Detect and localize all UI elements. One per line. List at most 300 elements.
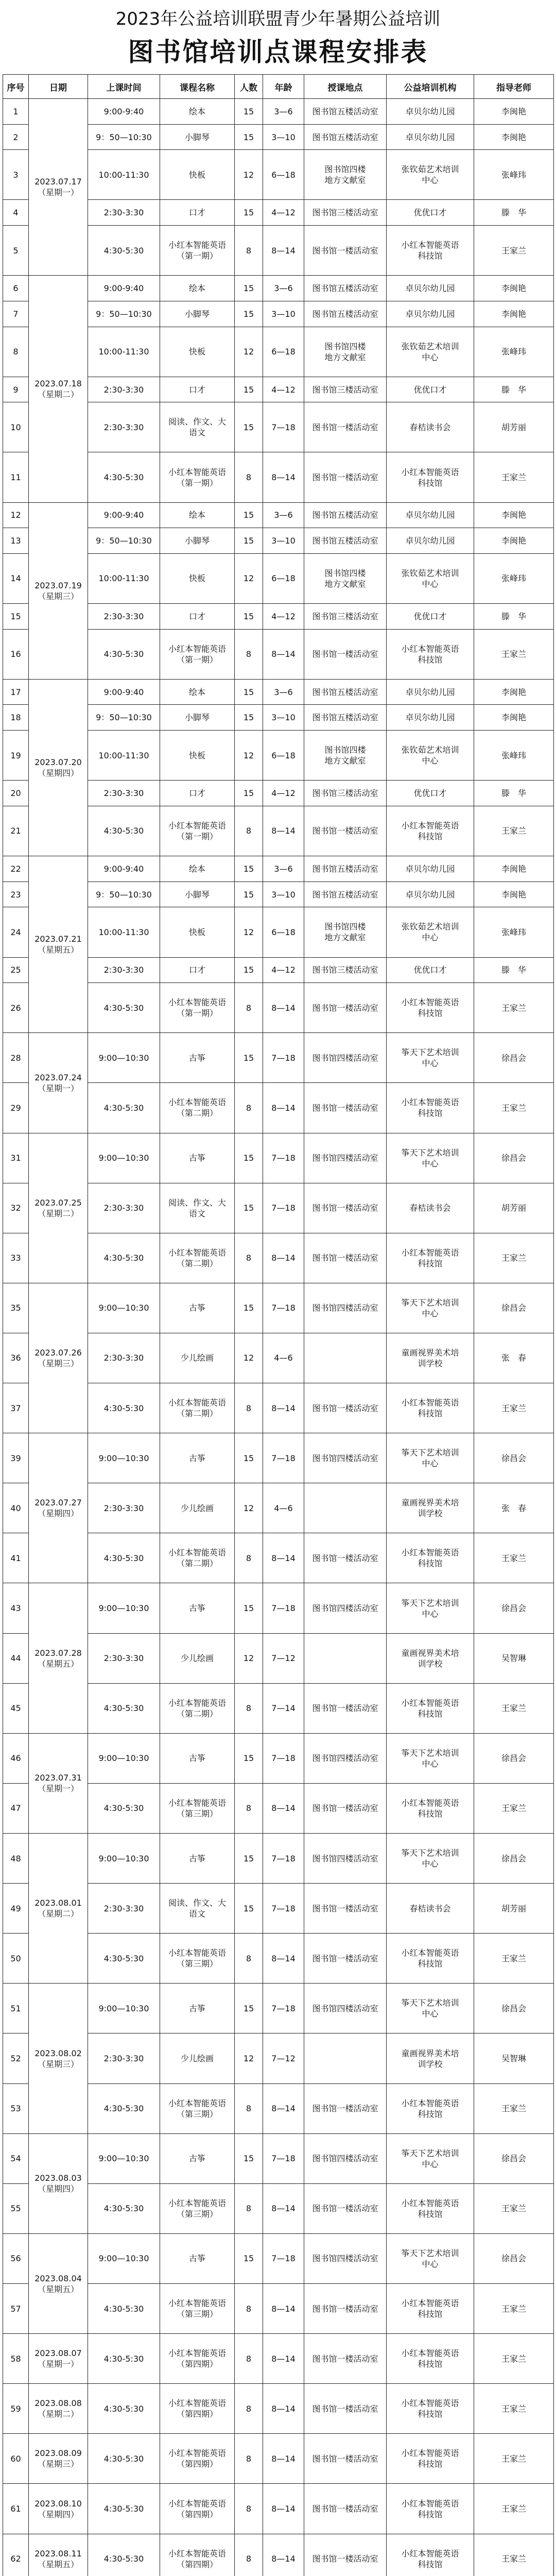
cell-count: 8 <box>235 2183 263 2233</box>
cell-no: 56 <box>3 2233 29 2283</box>
cell-course: 小红本智能英语 （第三期） <box>160 2083 235 2133</box>
cell-teacher: 王家兰 <box>474 983 554 1033</box>
cell-count: 8 <box>235 2083 263 2133</box>
cell-age: 4—12 <box>263 957 304 983</box>
cell-no: 44 <box>3 1633 29 1683</box>
cell-age: 4—6 <box>263 1333 304 1383</box>
cell-no: 4 <box>3 200 29 226</box>
cell-teacher: 李闽艳 <box>474 301 554 327</box>
cell-venue: 图书馆一楼活动室 <box>304 2534 387 2576</box>
cell-venue: 图书馆四楼活动室 <box>304 1283 387 1333</box>
cell-count: 8 <box>235 1233 263 1283</box>
cell-age: 7—14 <box>263 1683 304 1733</box>
cell-course: 绘本 <box>160 502 235 528</box>
cell-teacher: 王家兰 <box>474 1533 554 1583</box>
cell-org: 筝天下艺术培训 中心 <box>387 1834 474 1884</box>
cell-count: 15 <box>235 1183 263 1233</box>
cell-org: 卓贝尔幼儿园 <box>387 502 474 528</box>
cell-time: 4:30-5:30 <box>88 2434 160 2484</box>
cell-teacher: 滕 华 <box>474 781 554 806</box>
cell-org: 小红本智能英语 科技馆 <box>387 1934 474 1984</box>
cell-age: 3—6 <box>263 276 304 301</box>
cell-time: 2:30-3:30 <box>88 1884 160 1934</box>
cell-age: 7—12 <box>263 2033 304 2083</box>
table-row <box>3 1433 554 1483</box>
cell-time: 4:30-5:30 <box>88 2384 160 2434</box>
cell-venue: 图书馆五楼活动室 <box>304 679 387 705</box>
cell-count: 15 <box>235 2233 263 2283</box>
cell-org: 优优口才 <box>387 604 474 630</box>
cell-no: 50 <box>3 1934 29 1984</box>
cell-venue: 图书馆四楼活动室 <box>304 1834 387 1884</box>
cell-org: 小红本智能英语 科技馆 <box>387 1683 474 1733</box>
cell-no: 10 <box>3 402 29 452</box>
document-supertitle: 2023年公益培训联盟青少年暑期公益培训 <box>115 9 441 29</box>
cell-no: 45 <box>3 1683 29 1733</box>
cell-age: 7—18 <box>263 1834 304 1884</box>
cell-org: 卓贝尔幼儿园 <box>387 99 474 125</box>
cell-venue: 图书馆一楼活动室 <box>304 1383 387 1433</box>
cell-org: 优优口才 <box>387 957 474 983</box>
cell-venue: 图书馆四楼活动室 <box>304 1133 387 1183</box>
cell-course: 快板 <box>160 907 235 957</box>
cell-no: 9 <box>3 377 29 402</box>
cell-venue: 图书馆一楼活动室 <box>304 1183 387 1233</box>
cell-age: 7—18 <box>263 1283 304 1333</box>
cell-teacher: 徐昌会 <box>474 1984 554 2033</box>
cell-count: 8 <box>235 806 263 856</box>
cell-org: 优优口才 <box>387 781 474 806</box>
cell-no: 31 <box>3 1133 29 1183</box>
cell-time: 9:00—10:30 <box>88 1984 160 2033</box>
cell-no: 5 <box>3 226 29 276</box>
cell-org: 筝天下艺术培训 中心 <box>387 1283 474 1333</box>
cell-org: 张钦茹艺术培训 中心 <box>387 907 474 957</box>
cell-venue: 图书馆四楼活动室 <box>304 2233 387 2283</box>
cell-org: 张钦茹艺术培训 中心 <box>387 553 474 603</box>
cell-age: 3—6 <box>263 99 304 125</box>
cell-org: 小红本智能英语 科技馆 <box>387 452 474 502</box>
cell-count: 8 <box>235 629 263 679</box>
cell-no: 35 <box>3 1283 29 1333</box>
cell-teacher: 张 春 <box>474 1333 554 1383</box>
cell-venue: 图书馆四楼活动室 <box>304 1433 387 1483</box>
cell-teacher: 王家兰 <box>474 1683 554 1733</box>
cell-age: 4—12 <box>263 781 304 806</box>
cell-count: 15 <box>235 1433 263 1483</box>
cell-date: 2023.08.11 （星期五） <box>29 2534 88 2576</box>
cell-no: 61 <box>3 2484 29 2534</box>
cell-time: 9：50—10:30 <box>88 124 160 150</box>
cell-org: 筝天下艺术培训 中心 <box>387 1733 474 1783</box>
col-header-org: 公益培训机构 <box>387 75 474 99</box>
cell-age: 8—14 <box>263 2183 304 2233</box>
cell-teacher: 王家兰 <box>474 806 554 856</box>
table-header <box>3 75 554 99</box>
cell-venue: 图书馆一楼活动室 <box>304 2183 387 2233</box>
cell-count: 15 <box>235 781 263 806</box>
cell-org: 卓贝尔幼儿园 <box>387 856 474 882</box>
cell-time: 9:00—10:30 <box>88 2133 160 2183</box>
cell-no: 52 <box>3 2033 29 2083</box>
cell-time: 4:30-5:30 <box>88 452 160 502</box>
cell-no: 43 <box>3 1583 29 1633</box>
cell-course: 绘本 <box>160 856 235 882</box>
cell-venue: 图书馆四楼活动室 <box>304 1033 387 1083</box>
cell-course: 口才 <box>160 200 235 226</box>
cell-teacher: 李闽艳 <box>474 705 554 731</box>
cell-time: 4:30-5:30 <box>88 2484 160 2534</box>
cell-time: 9:00—10:30 <box>88 1733 160 1783</box>
cell-age: 8—14 <box>263 2334 304 2384</box>
cell-date: 2023.07.25 （星期二） <box>29 1133 88 1283</box>
cell-time: 4:30-5:30 <box>88 2334 160 2384</box>
table-row <box>3 1583 554 1633</box>
cell-count: 15 <box>235 276 263 301</box>
cell-teacher: 李闽艳 <box>474 124 554 150</box>
cell-time: 10:00-11:30 <box>88 553 160 603</box>
cell-no: 33 <box>3 1233 29 1283</box>
table-row <box>3 1834 554 1884</box>
cell-venue: 图书馆五楼活动室 <box>304 502 387 528</box>
cell-date: 2023.07.31 （星期一） <box>29 1733 88 1833</box>
cell-count: 12 <box>235 553 263 603</box>
cell-time: 4:30-5:30 <box>88 226 160 276</box>
cell-count: 12 <box>235 1333 263 1383</box>
cell-teacher: 滕 华 <box>474 200 554 226</box>
cell-age: 6—18 <box>263 327 304 377</box>
cell-count: 8 <box>235 1683 263 1733</box>
cell-date: 2023.08.04 （星期五） <box>29 2233 88 2333</box>
cell-no: 26 <box>3 983 29 1033</box>
cell-course: 少儿绘画 <box>160 2033 235 2083</box>
cell-age: 6—18 <box>263 731 304 781</box>
cell-time: 2:30-3:30 <box>88 200 160 226</box>
cell-venue: 图书馆一楼活动室 <box>304 226 387 276</box>
cell-time: 10:00-11:30 <box>88 907 160 957</box>
cell-time: 2:30-3:30 <box>88 957 160 983</box>
cell-no: 40 <box>3 1483 29 1533</box>
cell-venue: 图书馆五楼活动室 <box>304 528 387 554</box>
cell-course: 小红本智能英语 （第一期） <box>160 806 235 856</box>
cell-org: 优优口才 <box>387 377 474 402</box>
cell-age: 7—18 <box>263 1433 304 1483</box>
cell-age: 7—18 <box>263 1884 304 1934</box>
cell-no: 19 <box>3 731 29 781</box>
cell-teacher: 张峰玮 <box>474 731 554 781</box>
cell-teacher: 吴智琳 <box>474 1633 554 1683</box>
cell-count: 15 <box>235 402 263 452</box>
cell-count: 12 <box>235 327 263 377</box>
cell-time: 4:30-5:30 <box>88 629 160 679</box>
cell-org: 筝天下艺术培训 中心 <box>387 2133 474 2183</box>
cell-count: 15 <box>235 1283 263 1333</box>
cell-count: 8 <box>235 2534 263 2576</box>
cell-time: 9:00-9:40 <box>88 856 160 882</box>
cell-age: 6—18 <box>263 907 304 957</box>
cell-no: 51 <box>3 1984 29 2033</box>
cell-venue: 图书馆一楼活动室 <box>304 1783 387 1833</box>
table-row <box>3 1133 554 1183</box>
cell-no: 7 <box>3 301 29 327</box>
cell-venue: 图书馆四楼 地方文献室 <box>304 553 387 603</box>
cell-course: 绘本 <box>160 99 235 125</box>
cell-time: 9:00-9:40 <box>88 276 160 301</box>
cell-course: 小红本智能英语 （第一期） <box>160 629 235 679</box>
cell-org: 小红本智能英语 科技馆 <box>387 1083 474 1133</box>
cell-no: 49 <box>3 1884 29 1934</box>
cell-venue <box>304 2033 387 2083</box>
cell-org: 小红本智能英语 科技馆 <box>387 983 474 1033</box>
cell-venue: 图书馆四楼 地方文献室 <box>304 150 387 200</box>
cell-age: 8—14 <box>263 806 304 856</box>
cell-age: 7—18 <box>263 1733 304 1783</box>
cell-teacher: 李闽艳 <box>474 528 554 554</box>
cell-course: 小红本智能英语 （第二期） <box>160 1083 235 1133</box>
cell-count: 8 <box>235 226 263 276</box>
cell-time: 9：50—10:30 <box>88 882 160 907</box>
cell-venue: 图书馆三楼活动室 <box>304 200 387 226</box>
cell-age: 7—18 <box>263 1033 304 1083</box>
cell-course: 小脚琴 <box>160 301 235 327</box>
cell-venue: 图书馆一楼活动室 <box>304 2083 387 2133</box>
cell-org: 卓贝尔幼儿园 <box>387 301 474 327</box>
cell-org: 卓贝尔幼儿园 <box>387 705 474 731</box>
cell-no: 15 <box>3 604 29 630</box>
cell-venue: 图书馆一楼活动室 <box>304 1083 387 1133</box>
table-row <box>3 99 554 125</box>
cell-no: 47 <box>3 1783 29 1833</box>
cell-age: 3—10 <box>263 301 304 327</box>
cell-org: 小红本智能英语 科技馆 <box>387 1533 474 1583</box>
cell-org: 小红本智能英语 科技馆 <box>387 2083 474 2133</box>
cell-no: 46 <box>3 1733 29 1783</box>
cell-no: 39 <box>3 1433 29 1483</box>
cell-count: 12 <box>235 1633 263 1683</box>
cell-age: 6—18 <box>263 150 304 200</box>
cell-venue: 图书馆一楼活动室 <box>304 1533 387 1583</box>
cell-age: 3—10 <box>263 705 304 731</box>
cell-time: 2:30-3:30 <box>88 781 160 806</box>
cell-venue: 图书馆一楼活动室 <box>304 452 387 502</box>
cell-org: 小红本智能英语 科技馆 <box>387 2534 474 2576</box>
cell-venue: 图书馆三楼活动室 <box>304 377 387 402</box>
cell-age: 7—18 <box>263 2233 304 2283</box>
cell-teacher: 张峰玮 <box>474 553 554 603</box>
cell-age: 7—18 <box>263 1133 304 1183</box>
document-title: 图书馆培训点课程安排表 <box>128 37 428 67</box>
cell-venue: 图书馆五楼活动室 <box>304 882 387 907</box>
cell-time: 9:00—10:30 <box>88 1133 160 1183</box>
cell-course: 古筝 <box>160 1033 235 1083</box>
cell-org: 小红本智能英语 科技馆 <box>387 2484 474 2534</box>
cell-course: 古筝 <box>160 2133 235 2183</box>
cell-time: 4:30-5:30 <box>88 1934 160 1984</box>
cell-teacher: 胡芳丽 <box>474 1884 554 1934</box>
cell-org: 童画视界美术培 训学校 <box>387 1633 474 1683</box>
cell-org: 张钦茹艺术培训 中心 <box>387 731 474 781</box>
col-header-time: 上课时间 <box>88 75 160 99</box>
cell-time: 4:30-5:30 <box>88 2183 160 2233</box>
cell-time: 2:30-3:30 <box>88 2033 160 2083</box>
table-row <box>3 2434 554 2484</box>
cell-time: 2:30-3:30 <box>88 377 160 402</box>
cell-age: 7—18 <box>263 402 304 452</box>
cell-time: 4:30-5:30 <box>88 1683 160 1733</box>
cell-venue: 图书馆三楼活动室 <box>304 781 387 806</box>
cell-course: 少儿绘画 <box>160 1633 235 1683</box>
cell-venue: 图书馆一楼活动室 <box>304 629 387 679</box>
cell-teacher: 王家兰 <box>474 2183 554 2233</box>
cell-time: 2:30-3:30 <box>88 1183 160 1233</box>
cell-time: 9：50—10:30 <box>88 301 160 327</box>
cell-org: 优优口才 <box>387 200 474 226</box>
cell-teacher: 吴智琳 <box>474 2033 554 2083</box>
table-row <box>3 2334 554 2384</box>
cell-venue <box>304 1333 387 1383</box>
table-body <box>3 99 554 2576</box>
cell-time: 9:00-9:40 <box>88 99 160 125</box>
cell-venue: 图书馆一楼活动室 <box>304 2484 387 2534</box>
cell-org: 小红本智能英语 科技馆 <box>387 629 474 679</box>
cell-age: 3—10 <box>263 528 304 554</box>
cell-date: 2023.07.28 （星期五） <box>29 1583 88 1733</box>
cell-date: 2023.07.24 （星期一） <box>29 1033 88 1133</box>
col-header-age: 年龄 <box>263 75 304 99</box>
cell-count: 8 <box>235 2334 263 2384</box>
cell-course: 小脚琴 <box>160 705 235 731</box>
cell-count: 8 <box>235 2284 263 2334</box>
cell-org: 筝天下艺术培训 中心 <box>387 1583 474 1633</box>
cell-date: 2023.07.20 （星期四） <box>29 679 88 856</box>
cell-teacher: 王家兰 <box>474 452 554 502</box>
cell-teacher: 王家兰 <box>474 2434 554 2484</box>
cell-time: 2:30-3:30 <box>88 1633 160 1683</box>
cell-teacher: 王家兰 <box>474 2083 554 2133</box>
col-header-date: 日期 <box>29 75 88 99</box>
cell-course: 小红本智能英语 （第二期） <box>160 1383 235 1433</box>
cell-no: 29 <box>3 1083 29 1133</box>
cell-count: 15 <box>235 1133 263 1183</box>
cell-age: 6—18 <box>263 553 304 603</box>
cell-age: 4—12 <box>263 377 304 402</box>
cell-count: 8 <box>235 1783 263 1833</box>
cell-venue: 图书馆一楼活动室 <box>304 2434 387 2484</box>
cell-teacher: 胡芳丽 <box>474 1183 554 1233</box>
cell-course: 小红本智能英语 （第一期） <box>160 452 235 502</box>
cell-course: 小脚琴 <box>160 882 235 907</box>
cell-no: 22 <box>3 856 29 882</box>
cell-venue: 图书馆五楼活动室 <box>304 276 387 301</box>
cell-teacher: 王家兰 <box>474 1934 554 1984</box>
table-row <box>3 1033 554 1083</box>
cell-teacher: 王家兰 <box>474 2284 554 2334</box>
cell-date: 2023.07.19 （星期三） <box>29 502 88 679</box>
cell-venue: 图书馆一楼活动室 <box>304 806 387 856</box>
cell-venue: 图书馆四楼活动室 <box>304 1984 387 2033</box>
cell-venue: 图书馆四楼 地方文献室 <box>304 327 387 377</box>
cell-course: 小红本智能英语 （第一期） <box>160 983 235 1033</box>
cell-teacher: 徐昌会 <box>474 1033 554 1083</box>
cell-org: 童画视界美术培 训学校 <box>387 2033 474 2083</box>
cell-time: 4:30-5:30 <box>88 1383 160 1433</box>
cell-course: 小红本智能英语 （第三期） <box>160 2183 235 2233</box>
cell-no: 13 <box>3 528 29 554</box>
cell-course: 古筝 <box>160 1834 235 1884</box>
cell-teacher: 张峰玮 <box>474 327 554 377</box>
cell-no: 18 <box>3 705 29 731</box>
cell-age: 7—18 <box>263 1984 304 2033</box>
cell-no: 8 <box>3 327 29 377</box>
cell-no: 3 <box>3 150 29 200</box>
table-row <box>3 1984 554 2033</box>
cell-count: 15 <box>235 1583 263 1633</box>
cell-venue: 图书馆四楼活动室 <box>304 1733 387 1783</box>
cell-time: 4:30-5:30 <box>88 1533 160 1583</box>
cell-course: 小红本智能英语 （第四期） <box>160 2534 235 2576</box>
cell-course: 古筝 <box>160 1733 235 1783</box>
cell-venue: 图书馆一楼活动室 <box>304 1233 387 1283</box>
cell-time: 4:30-5:30 <box>88 1783 160 1833</box>
cell-venue: 图书馆五楼活动室 <box>304 124 387 150</box>
cell-venue: 图书馆三楼活动室 <box>304 957 387 983</box>
cell-no: 48 <box>3 1834 29 1884</box>
cell-time: 4:30-5:30 <box>88 806 160 856</box>
cell-age: 7—18 <box>263 2133 304 2183</box>
cell-count: 15 <box>235 2133 263 2183</box>
cell-course: 绘本 <box>160 679 235 705</box>
cell-teacher: 王家兰 <box>474 2334 554 2384</box>
cell-no: 2 <box>3 124 29 150</box>
col-header-no: 序号 <box>3 75 29 99</box>
cell-teacher: 李闽艳 <box>474 679 554 705</box>
cell-venue <box>304 1633 387 1683</box>
cell-count: 8 <box>235 1934 263 1984</box>
cell-teacher: 徐昌会 <box>474 1834 554 1884</box>
cell-no: 28 <box>3 1033 29 1083</box>
cell-age: 8—14 <box>263 1083 304 1133</box>
cell-teacher: 王家兰 <box>474 226 554 276</box>
cell-org: 卓贝尔幼儿园 <box>387 528 474 554</box>
cell-no: 17 <box>3 679 29 705</box>
cell-no: 53 <box>3 2083 29 2133</box>
cell-teacher: 王家兰 <box>474 2484 554 2534</box>
cell-course: 小红本智能英语 （第三期） <box>160 1934 235 1984</box>
cell-org: 卓贝尔幼儿园 <box>387 679 474 705</box>
cell-org: 筝天下艺术培训 中心 <box>387 1984 474 2033</box>
cell-course: 少儿绘画 <box>160 1333 235 1383</box>
cell-count: 8 <box>235 2384 263 2434</box>
cell-time: 2:30-3:30 <box>88 604 160 630</box>
cell-org: 小红本智能英语 科技馆 <box>387 2384 474 2434</box>
cell-venue: 图书馆一楼活动室 <box>304 2384 387 2434</box>
cell-age: 8—14 <box>263 2484 304 2534</box>
cell-time: 10:00-11:30 <box>88 731 160 781</box>
table-row <box>3 2384 554 2434</box>
cell-count: 15 <box>235 502 263 528</box>
cell-date: 2023.07.18 （星期二） <box>29 276 88 502</box>
cell-no: 37 <box>3 1383 29 1433</box>
cell-count: 8 <box>235 983 263 1033</box>
cell-no: 1 <box>3 99 29 125</box>
cell-time: 4:30-5:30 <box>88 2284 160 2334</box>
cell-teacher: 徐昌会 <box>474 1133 554 1183</box>
cell-org: 小红本智能英语 科技馆 <box>387 806 474 856</box>
schedule-table <box>3 74 554 2576</box>
cell-count: 15 <box>235 1884 263 1934</box>
cell-org: 筝天下艺术培训 中心 <box>387 1033 474 1083</box>
cell-teacher: 徐昌会 <box>474 1433 554 1483</box>
